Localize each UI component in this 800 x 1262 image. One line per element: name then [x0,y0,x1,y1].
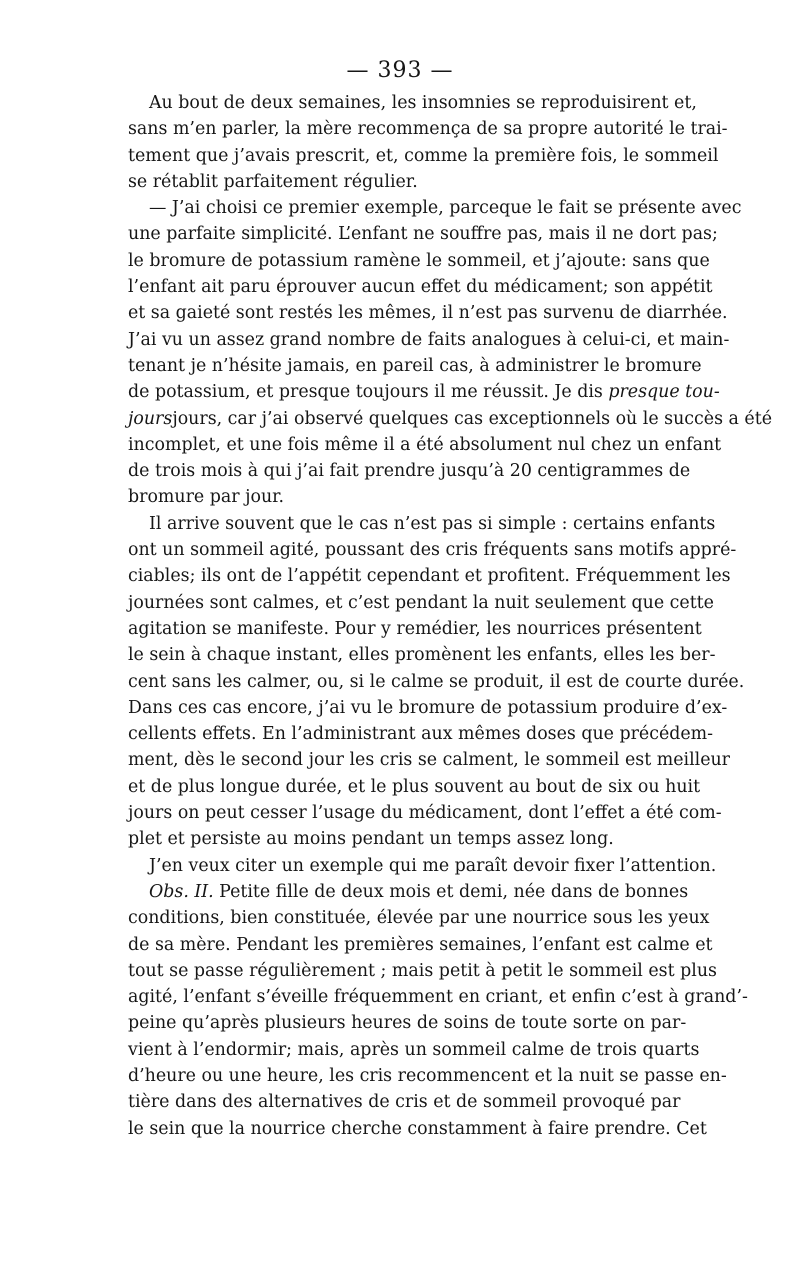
text-line: bromure par jour. [128,487,285,508]
text-run: Petite fille de deux mois et demi, née dans de bonnes [213,881,689,902]
text-line: vient à l’endormir; mais, après un sommeil calme de trois quarts [128,1039,700,1060]
page-number: — 393 — [346,58,454,83]
italic-text: jours [128,408,173,429]
text-line: le sein que la nourrice cherche constamment à faire prendre. Cet [128,1118,707,1139]
text-line: peine qu’après plusieurs heures de soins de toute sorte on par- [128,1013,687,1034]
text-line: tière dans des alternatives de cris et de sommeil provoqué par [128,1092,681,1113]
text-line: Au bout de deux semaines, les insomnies se reproduisirent et, [149,93,697,113]
text-line: une parfaite simplicité. L’enfant ne souffre pas, mais il ne dort pas; [128,224,718,245]
text-line [128,879,689,905]
text-line: cent sans les calmer, ou, si le calme se produit, il est de courte durée. [128,671,745,692]
body-text [128,90,772,1142]
observation-label: Obs. II. [149,881,214,902]
observation-paragraph [128,879,748,1142]
text-line: ont un sommeil agité, poussant des cris fréquents sans motifs appré- [128,540,737,561]
text-line: J’ai vu un assez grand nombre de faits analogues à celui-ci, et main- [128,329,730,350]
text-line: le sein à chaque instant, elles promènent les enfants, elles les ber- [128,645,716,666]
text-line: ment, dès le second jour les cris se calment, le sommeil est meilleur [128,750,730,771]
paragraph-2 [128,195,772,511]
text-line: journées sont calmes, et c’est pendant la nuit seulement que cette [128,592,714,613]
italic-text: presque tou- [608,382,720,403]
paragraph-3 [128,511,745,853]
paragraph-1 [128,90,728,195]
text-line: tement que j’avais prescrit, et, comme la première fois, le sommeil [128,145,719,166]
text-line [128,406,772,432]
text-line: incomplet, et une fois même il a été absolument nul chez un enfant [128,434,722,455]
text-line: — J’ai choisi ce premier exemple, parceque le fait se présente avec [149,198,742,219]
text-line: tout se passe régulièrement ; mais petit à petit le sommeil est plus [128,960,717,981]
text-run: jours, car j’ai observé quelques cas exceptionnels où le succès a été [172,408,772,429]
text-line: l’enfant ait paru éprouver aucun effet du médicament; son appétit [128,277,713,298]
text-line: plet et persiste au moins pendant un temps assez long. [128,829,614,850]
text-line [128,379,720,405]
text-line: Il arrive souvent que le cas n’est pas si simple : certains enfants [149,513,716,534]
text-line: J’en veux citer un exemple qui me paraît devoir fixer l’attention. [149,855,717,876]
text-line: et de plus longue durée, et le plus souvent au bout de six ou huit [128,776,701,797]
text-line: ciables; ils ont de l’appétit cependant et profitent. Fréquemment les [128,566,731,587]
text-line: jours on peut cesser l’usage du médicament, dont l’effet a été com- [128,803,722,824]
text-line: et sa gaieté sont restés les mêmes, il n’est pas survenu de diarrhée. [128,303,728,324]
text-line: Dans ces cas encore, j’ai vu le bromure de potassium produire d’ex- [128,697,728,718]
text-line: d’heure ou une heure, les cris recommencent et la nuit se passe en- [128,1065,727,1086]
text-line: de sa mère. Pendant les premières semaines, l’enfant est calme et [128,934,713,955]
text-line: conditions, bien constituée, élevée par une nourrice sous les yeux [128,908,710,929]
text-line: sans m’en parler, la mère recommença de sa propre autorité le trai- [128,119,728,140]
text-line: tenant je n’hésite jamais, en pareil cas, à administrer le bromure [128,355,702,376]
text-line: agitation se manifeste. Pour y remédier, les nourrices présentent [128,618,702,639]
text-run: de potassium, et presque toujours il me réussit. Je dis [128,382,609,403]
paragraph-4 [128,853,717,879]
text-line: se rétablit parfaitement régulier. [128,171,418,192]
text-line: de trois mois à qui j’ai fait prendre jusqu’à 20 centigrammes de [128,461,691,482]
text-line: le bromure de potassium ramène le sommeil, et j’ajoute: sans que [128,250,710,271]
text-line: agité, l’enfant s’éveille fréquemment en criant, et enfin c’est à grand’- [128,987,748,1008]
text-line: cellents effets. En l’administrant aux mêmes doses que précédem- [128,724,714,745]
